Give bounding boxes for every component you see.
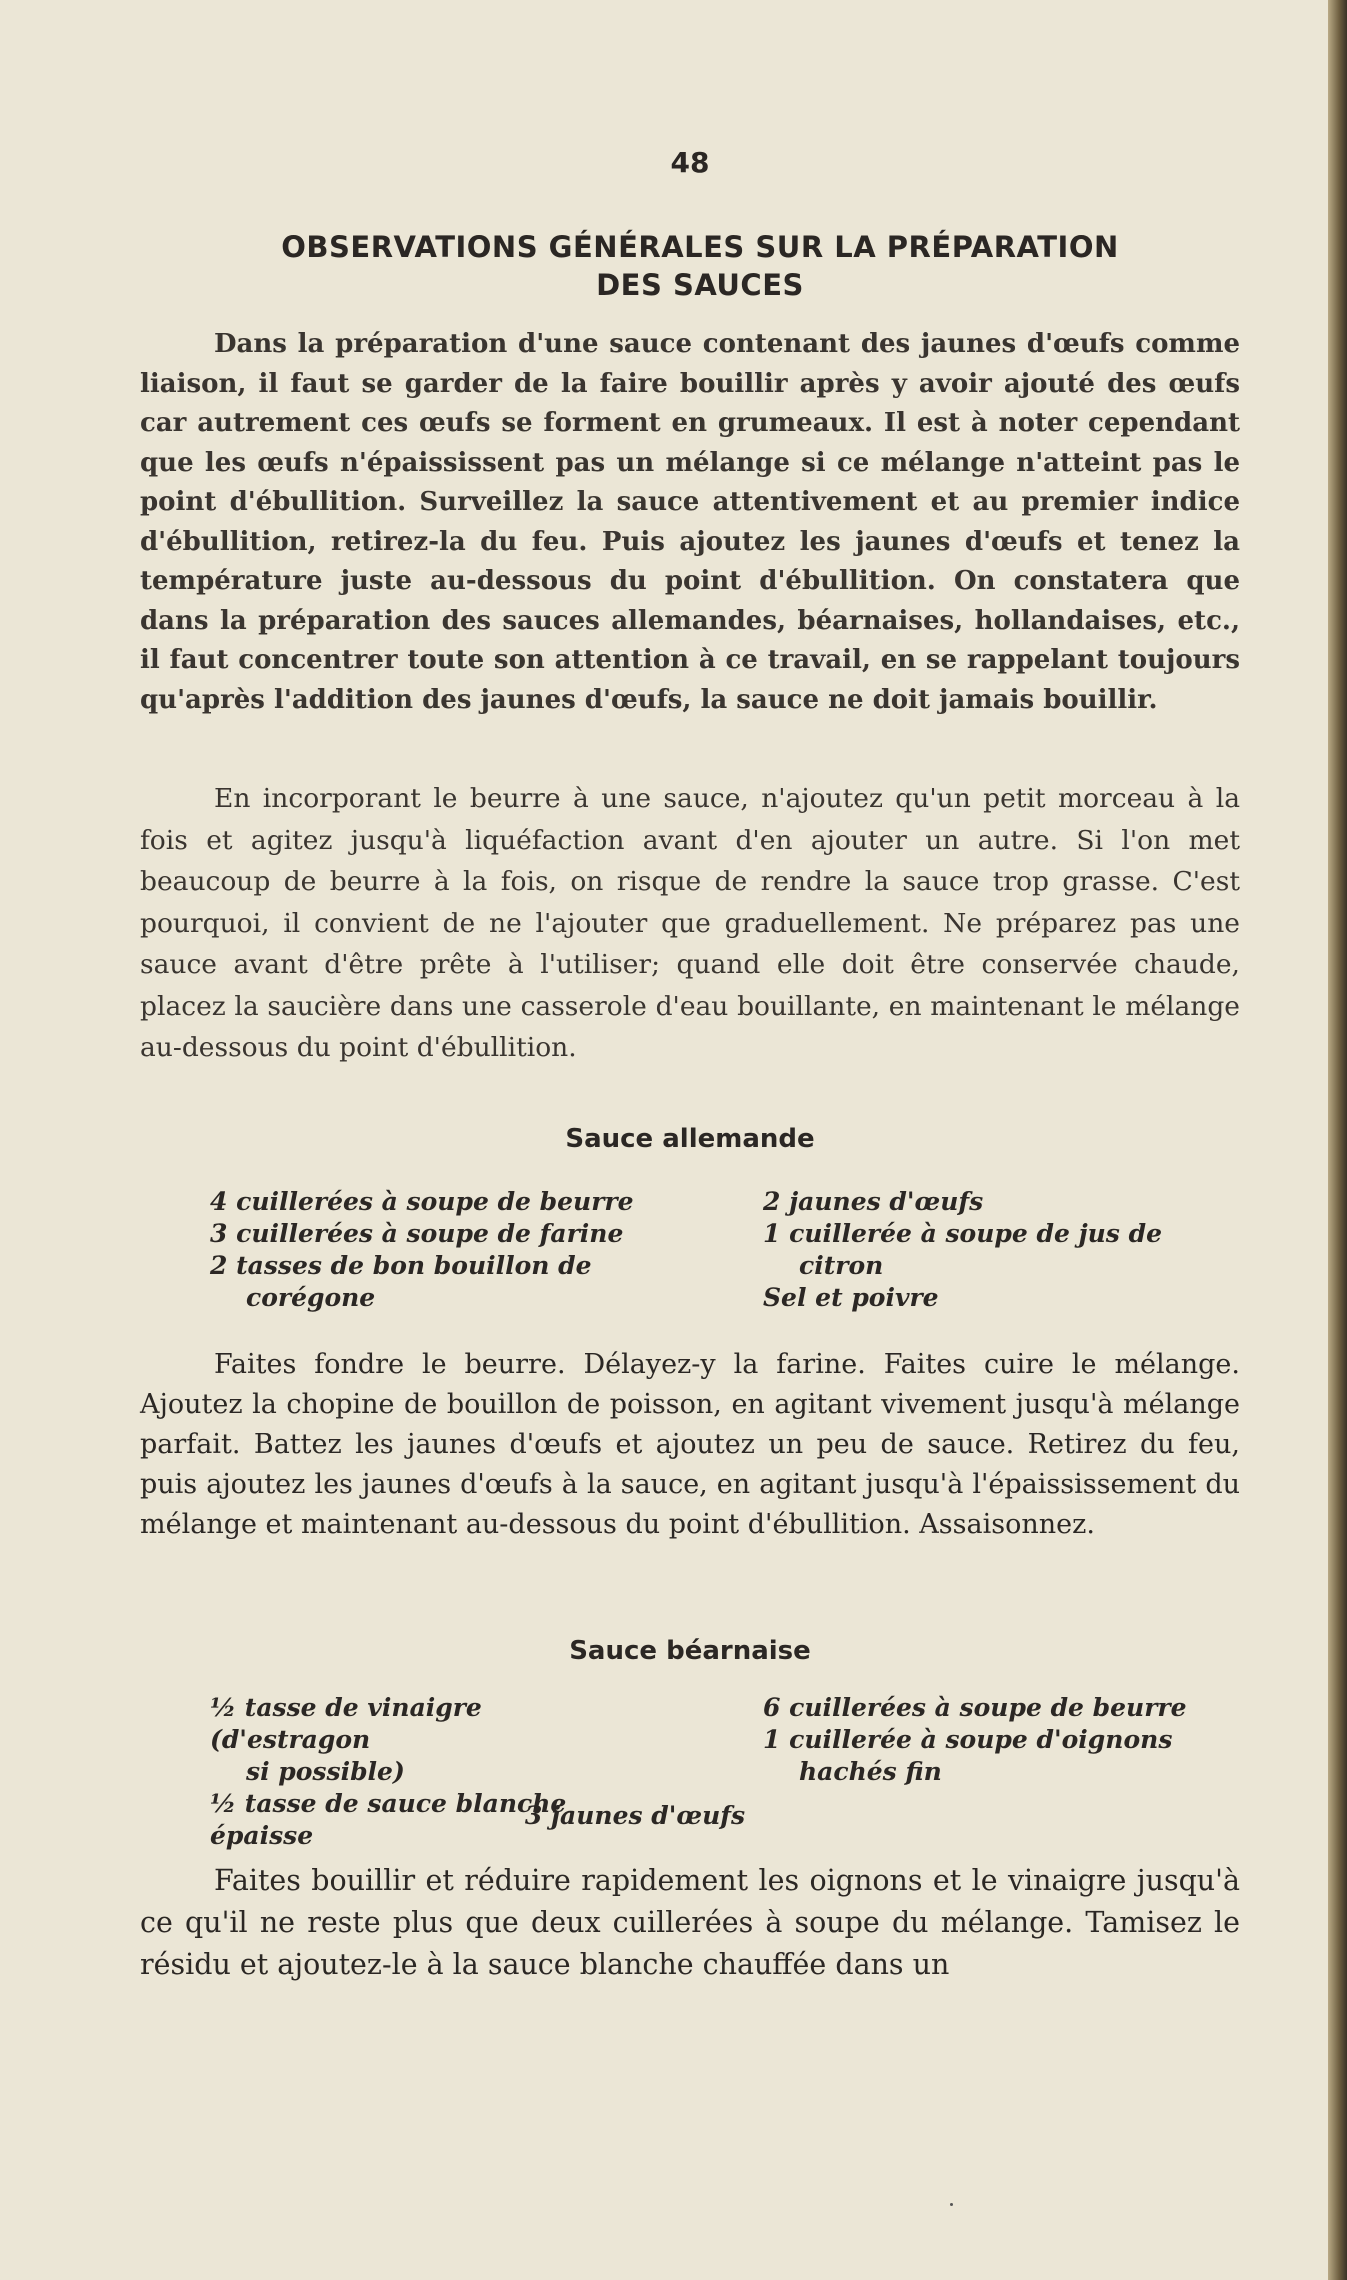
intro-paragraph: Dans la préparation d'une sauce contenant des jaunes d'œufs comme liaison, il faut se garder de la faire bouillir après y avoir ajouté des œufs car autrement ces œufs se forment en grumeaux. Il est à noter cependant que les œufs n'épaississent pas un mélange si ce mélange n'atteint pas le point d'ébullition. Surveillez la sauce attentivement et au premier indice d'ébullition, retirez-la du feu. Puis ajoutez les jaunes d'œufs et tenez la température juste au-dessous du point d'ébullition. On constatera que dans la préparation des sauces allemandes, béarnaises, hollandaises, etc., il faut concentrer toute son attention à ce travail, en se rappelant toujours qu'après l'addition des jaunes d'œufs, la sauce ne doit jamais bouillir. bbox=[140, 329, 1240, 715]
butter-paragraph: En incorporant le beurre à une sauce, n'ajoutez qu'un petit morceau à la fois et agitez jusqu'à liquéfaction avant d'en ajouter un autre. Si l'on met beaucoup de beurre à la fois, on risque de rendre la sauce trop grasse. C'est pourquoi, il convient de ne l'ajouter que graduellement. Ne préparez pas une sauce avant d'être prête à l'utiliser; quand elle doit être conservée chaude, placez la saucière dans une casserole d'eau bouillante, en maintenant le mélange au-dessous du point d'ébullition. bbox=[140, 783, 1240, 1063]
recipe-title-bearnaise: Sauce béarnaise bbox=[569, 1636, 811, 1666]
section-title-line-1: OBSERVATIONS GÉNÉRALES SUR LA PRÉPARATION bbox=[281, 230, 1119, 264]
ingredient-item: 1 cuillerée à soupe de jus de bbox=[763, 1219, 1162, 1248]
paper-speck bbox=[950, 2203, 953, 2206]
section-title bbox=[180, 228, 1220, 304]
ingredient-item: 3 cuillerées à soupe de farine bbox=[210, 1219, 624, 1248]
ingredient-item-continuation: corégone bbox=[246, 1283, 376, 1312]
page-number: 48 bbox=[670, 146, 710, 179]
section-title-line-2: DES SAUCES bbox=[596, 268, 804, 302]
ingredient-item: 1 cuillerée à soupe d'oignons bbox=[763, 1725, 1173, 1754]
page-edge bbox=[1328, 0, 1347, 2280]
ingredient-item: ½ tasse de sauce blanche épaisse bbox=[210, 1789, 567, 1850]
ingredient-item: 6 cuillerées à soupe de beurre bbox=[763, 1693, 1187, 1722]
ingredient-item: ½ tasse de vinaigre (d'estragon bbox=[210, 1693, 482, 1754]
recipe-title-allemande: Sauce allemande bbox=[565, 1124, 815, 1154]
ingredient-item: Sel et poivre bbox=[763, 1283, 939, 1312]
ingredient-column-right bbox=[763, 1692, 1210, 1788]
instructions-bearnaise: Faites bouillir et réduire rapidement les oignons et le vinaigre jusqu'à ce qu'il ne reste plus que deux cuillerées à soupe du mélange. Tamisez le résidu et ajoutez-le à la sauce blanche chauffée dans un bbox=[140, 1864, 1240, 1981]
ingredient-item: 2 jaunes d'œufs bbox=[763, 1187, 984, 1216]
ingredient-item-centered: 3 jaunes d'œufs bbox=[524, 1801, 746, 1830]
instructions-allemande: Faites fondre le beurre. Délayez-y la farine. Faites cuire le mélange. Ajoutez la chopine de bouillon de poisson, en agitant vivement jusqu'à mélange parfait. Battez les jaunes d'œufs et ajoutez un peu de sauce. Retirez du feu, puis ajoutez les jaunes d'œufs à la sauce, en agitant jusqu'à l'épaississement du mélange et maintenant au-dessous du point d'ébullition. Assaisonnez. bbox=[140, 1349, 1240, 1540]
ingredient-item: 4 cuillerées à soupe de beurre bbox=[210, 1187, 634, 1216]
ingredient-column-right bbox=[763, 1186, 1210, 1314]
ingredient-column-left bbox=[210, 1186, 640, 1314]
ingredient-item-continuation: si possible) bbox=[246, 1757, 405, 1786]
ingredient-item-continuation: hachés fin bbox=[799, 1757, 942, 1786]
ingredient-item: 2 tasses de bon bouillon de bbox=[210, 1251, 592, 1280]
ingredient-item-continuation: citron bbox=[799, 1251, 884, 1280]
